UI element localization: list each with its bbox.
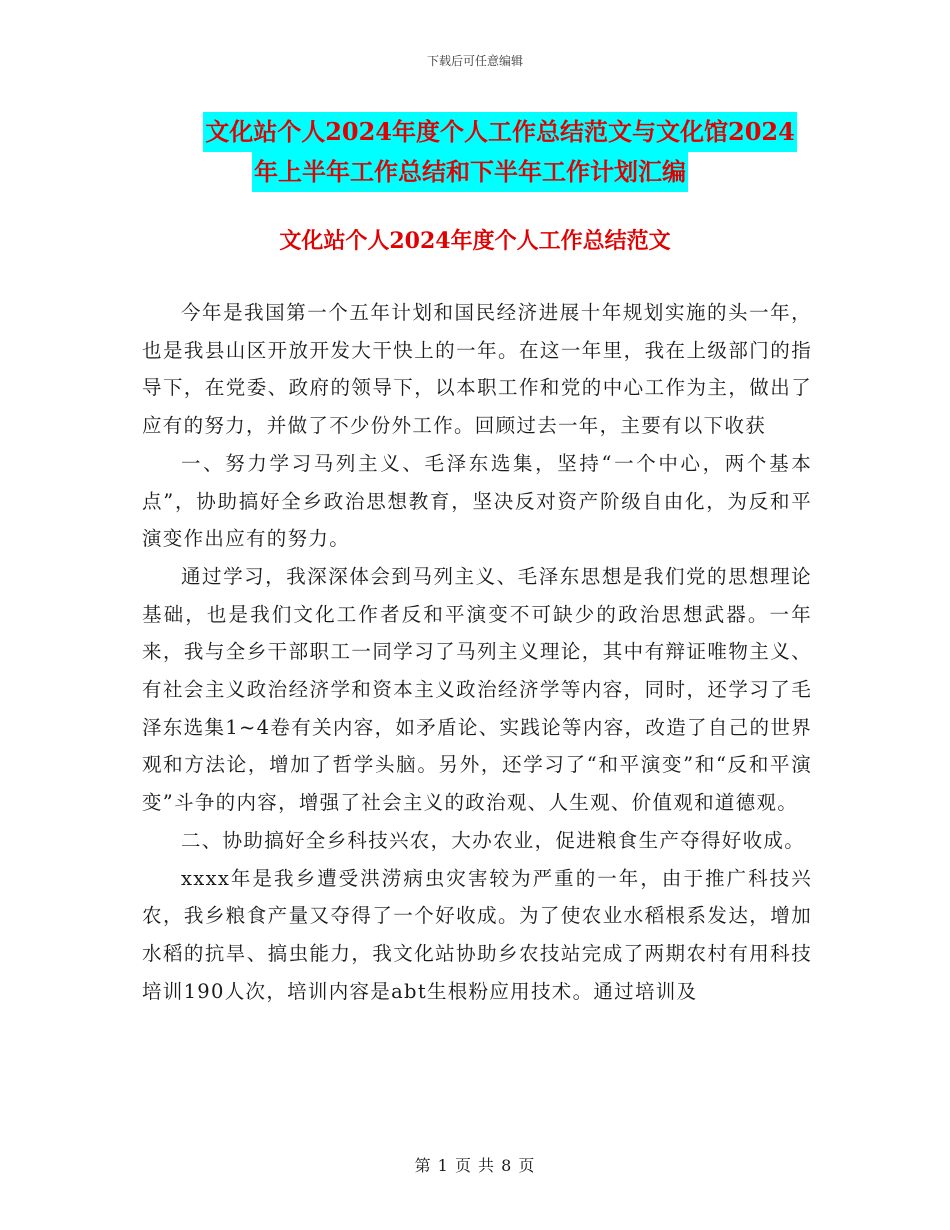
paragraph: 一、努力学习马列主义、毛泽东选集，坚持“一个中心，两个基本点”，协助搞好全乡政治思想教育，坚决反对资产阶级自由化，为反和平演变作出应有的努力。 <box>142 451 812 551</box>
paragraph: 二、协助搞好全乡科技兴农，大办农业，促进粮食生产夺得好收成。 <box>181 828 806 852</box>
paragraph: 今年是我国第一个五年计划和国民经济进展十年规划实施的头一年，也是我县山区开放开发大干快上的一年。在这一年里，我在上级部门的指导下，在党委、政府的领导下，以本职工作和党的中心工作为主，做出了应有的努力，并做了不少份外工作。回顾过去一年，主要有以下收获 <box>142 301 812 438</box>
document-title-line-1: 文化站个人2024年度个人工作总结范文与文化馆2024 <box>203 112 797 152</box>
document-title <box>0 112 950 192</box>
document-title-line-2: 年上半年工作总结和下半年工作计划汇编 <box>252 152 688 192</box>
page-footer: 第 1 页 共 8 页 <box>414 1156 536 1175</box>
paragraph: 通过学习，我深深体会到马列主义、毛泽东思想是我们党的思想理论基础，也是我们文化工作者反和平演变不可缺少的政治思想武器。一年来，我与全乡干部职工一同学习了马列主义理论，其中有辩证唯物主义、有社会主义政治经济学和资本主义政治经济学等内容，同时，还学习了毛泽东选集1~4卷有关内容，如矛盾论、实践论等内容，改造了自己的世界观和方法论，增加了哲学头脑。另外，还学习了“和平演变”和“反和平演变”斗争的内容，增强了社会主义的政治观、人生观、价值观和道德观。 <box>142 564 812 815</box>
body-text <box>142 294 812 1010</box>
paragraph: xxxx年是我乡遭受洪涝病虫灾害较为严重的一年，由于推广科技兴农，我乡粮食产量又夺得了一个好收成。为了使农业水稻根系发达，增加水稻的抗旱、搞虫能力，我文化站协助乡农技站完成了两期农村有用科技培训190人次，培训内容是abt生根粉应用技术。通过培训及 <box>142 866 812 1003</box>
section-title: 文化站个人2024年度个人工作总结范文 <box>279 228 671 254</box>
header-note: 下载后可任意编辑 <box>426 54 523 68</box>
